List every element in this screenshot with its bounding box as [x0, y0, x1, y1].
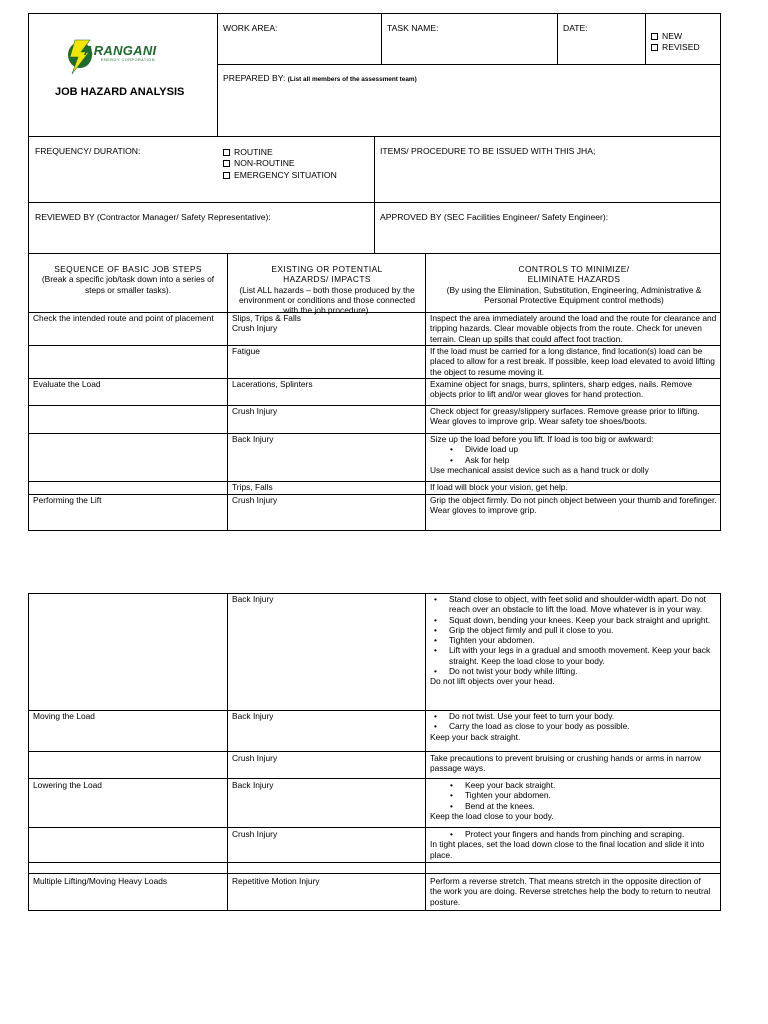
table-row-control: Size up the load before you lift. If load is too big or awkward: • Divide load up • Ask for help Use mechanical assist device such as a hand truck or dolly: [430, 434, 718, 475]
table-row-hazard: Crush Injury: [232, 495, 278, 505]
frequency-label: FREQUENCY/ DURATION:: [35, 146, 141, 156]
revised-label: REVISED: [662, 42, 700, 52]
company-logo: [66, 36, 176, 76]
list-item: • Lift with your legs in a gradual and smooth movement. Keep your back straight. Keep the load close to your body.: [430, 645, 712, 666]
list-item: • Tighten your abdomen.: [430, 635, 712, 645]
list-item: • Protect your fingers and hands from pinching and scraping.: [430, 829, 712, 839]
table-row-hazard: Back Injury: [232, 594, 274, 604]
list-item: • Do not twist. Use your feet to turn your body.: [430, 711, 712, 721]
table-row-hazard: Fatigue: [232, 346, 260, 356]
table-row-step: Check the intended route and point of placement: [33, 313, 214, 323]
table-row-control: Grip the object firmly. Do not pinch object between your thumb and forefinger. Wear gloves to improve grip.: [430, 495, 717, 516]
list-item: • Carry the load as close to your body as possible.: [430, 721, 712, 731]
table-row-hazard: Back Injury: [232, 780, 274, 790]
table-row-hazard: Trips, Falls: [232, 482, 273, 492]
checkbox-icon: [651, 33, 658, 40]
reviewed-by-label: REVIEWED BY (Contractor Manager/ Safety Representative):: [35, 212, 271, 222]
checkbox-icon: [651, 44, 658, 51]
table-row-hazard: Repetitive Motion Injury: [232, 876, 320, 886]
approved-by-label: APPROVED BY (SEC Facilities Engineer/ Safety Engineer):: [380, 212, 609, 222]
routine-checkbox[interactable]: ROUTINE: [223, 147, 273, 157]
list-item: • Stand close to object, with feet solid and shoulder-width apart. Do not reach over an obstacle to lift the load. Move whatever is in your way.: [430, 594, 712, 615]
new-checkbox[interactable]: [651, 31, 682, 41]
task-name-label: TASK NAME:: [387, 23, 439, 33]
emergency-checkbox[interactable]: EMERGENCY SITUATION: [223, 170, 337, 180]
table-row-control: • Keep your back straight. • Tighten your abdomen. • Bend at the knees. Keep the load close to your body.: [430, 780, 712, 821]
list-item: • Do not twist your body while lifting.: [430, 666, 712, 676]
table-row-hazard: Lacerations, Splinters: [232, 379, 313, 389]
table-row-hazard: Slips, Trips & Falls Crush Injury: [232, 313, 301, 334]
nonroutine-checkbox[interactable]: NON-ROUTINE: [223, 158, 295, 168]
list-item: • Divide load up: [430, 444, 718, 454]
prepared-by-label: PREPARED BY: (List all members of the assessment team): [223, 73, 417, 83]
column-header-controls: CONTROLS TO MINIMIZE/ ELIMINATE HAZARDS (By using the Elimination, Substitution, Engineering, Administrative & Personal Protective Equipment control methods): [446, 264, 702, 305]
table-row-step: Moving the Load: [33, 711, 95, 721]
work-area-label: WORK AREA:: [223, 23, 278, 33]
table-row-control: Perform a reverse stretch. That means stretch in the opposite direction of the work you are doing. Reverse stretches help the body to return to neutral posture.: [430, 876, 711, 907]
table-row-step: Lowering the Load: [33, 780, 102, 790]
table-row-hazard: Back Injury: [232, 434, 274, 444]
revised-checkbox[interactable]: [651, 42, 700, 52]
table-row-step: Evaluate the Load: [33, 379, 101, 389]
table-row-step: Performing the Lift: [33, 495, 102, 505]
table-row-control: • Stand close to object, with feet solid and shoulder-width apart. Do not reach over an obstacle to lift the load. Move whatever is in your way. • Squat down, bending your knees. Keep your back straight and upright. • Grip the object firmly and pull it close to you. • Tighten your abdomen. • Lift with your legs in a gradual and smooth movement. Keep your back straight. Keep the load close to your body. • Do not twist your body while lifting. Do not lift objects over your head.: [430, 594, 712, 687]
list-item: • Keep your back straight.: [430, 780, 712, 790]
checkbox-icon: [223, 160, 230, 167]
table-row-hazard: Crush Injury: [232, 829, 278, 839]
table-row-hazard: Crush Injury: [232, 753, 278, 763]
table-row-control: Check object for greasy/slippery surfaces. Remove grease prior to lifting. Wear gloves to improve grip. Wear safety toe shoes/boots.: [430, 406, 700, 427]
logo-subtitle: ENERGY CORPORATION: [101, 58, 156, 62]
list-item: • Bend at the knees.: [430, 801, 712, 811]
checkbox-icon: [223, 172, 230, 179]
date-label: DATE:: [563, 23, 588, 33]
table-row-control: Examine object for snags, burrs, splinters, sharp edges, nails. Remove objects prior to lift and/or wear gloves for hand protection.: [430, 379, 693, 400]
list-item: • Squat down, bending your knees. Keep your back straight and upright.: [430, 615, 712, 625]
table-row-step: Multiple Lifting/Moving Heavy Loads: [33, 876, 168, 886]
list-item: • Grip the object firmly and pull it close to you.: [430, 625, 712, 635]
new-label: NEW: [662, 31, 683, 41]
logo-text: ARANGANI: [84, 43, 157, 58]
table-row-hazard: Back Injury: [232, 711, 274, 721]
checkbox-icon: [223, 149, 230, 156]
table-row-control: If the load must be carried for a long distance, find location(s) load can be placed to allow for a rest break. If possible, keep load elevated to avoid lifting the object to resume moving it.: [430, 346, 715, 377]
list-item: • Ask for help: [430, 455, 718, 465]
table-row-control: Inspect the area immediately around the load and the route for clearance and tripping hazards. Clear movable objects from the route. Check for uneven terrain. Clean up spills that could affect foot traction.: [430, 313, 717, 344]
table-row-control: • Do not twist. Use your feet to turn your body. • Carry the load as close to your body as possible. Keep your back straight.: [430, 711, 712, 742]
table-row-control: Take precautions to prevent bruising or crushing hands or arms in narrow passage ways.: [430, 753, 701, 774]
table-row-control: • Protect your fingers and hands from pinching and scraping. In tight places, set the load down close to the final location and slide it into place.: [430, 829, 712, 860]
column-header-steps: SEQUENCE OF BASIC JOB STEPS (Break a specific job/task down into a series of steps or smaller tasks).: [41, 264, 215, 295]
table-row-hazard: Crush Injury: [232, 406, 278, 416]
list-item: • Tighten your abdomen.: [430, 790, 712, 800]
items-label: ITEMS/ PROCEDURE TO BE ISSUED WITH THIS JHA;: [380, 146, 596, 156]
column-header-hazards: EXISTING OR POTENTIAL HAZARDS/ IMPACTS (List ALL hazards – both those produced by the environment or conditions and those connected with the job procedure).: [239, 264, 415, 316]
table-row-control: If load will block your vision, get help.: [430, 482, 568, 492]
page-title: JOB HAZARD ANALYSIS: [55, 86, 185, 98]
